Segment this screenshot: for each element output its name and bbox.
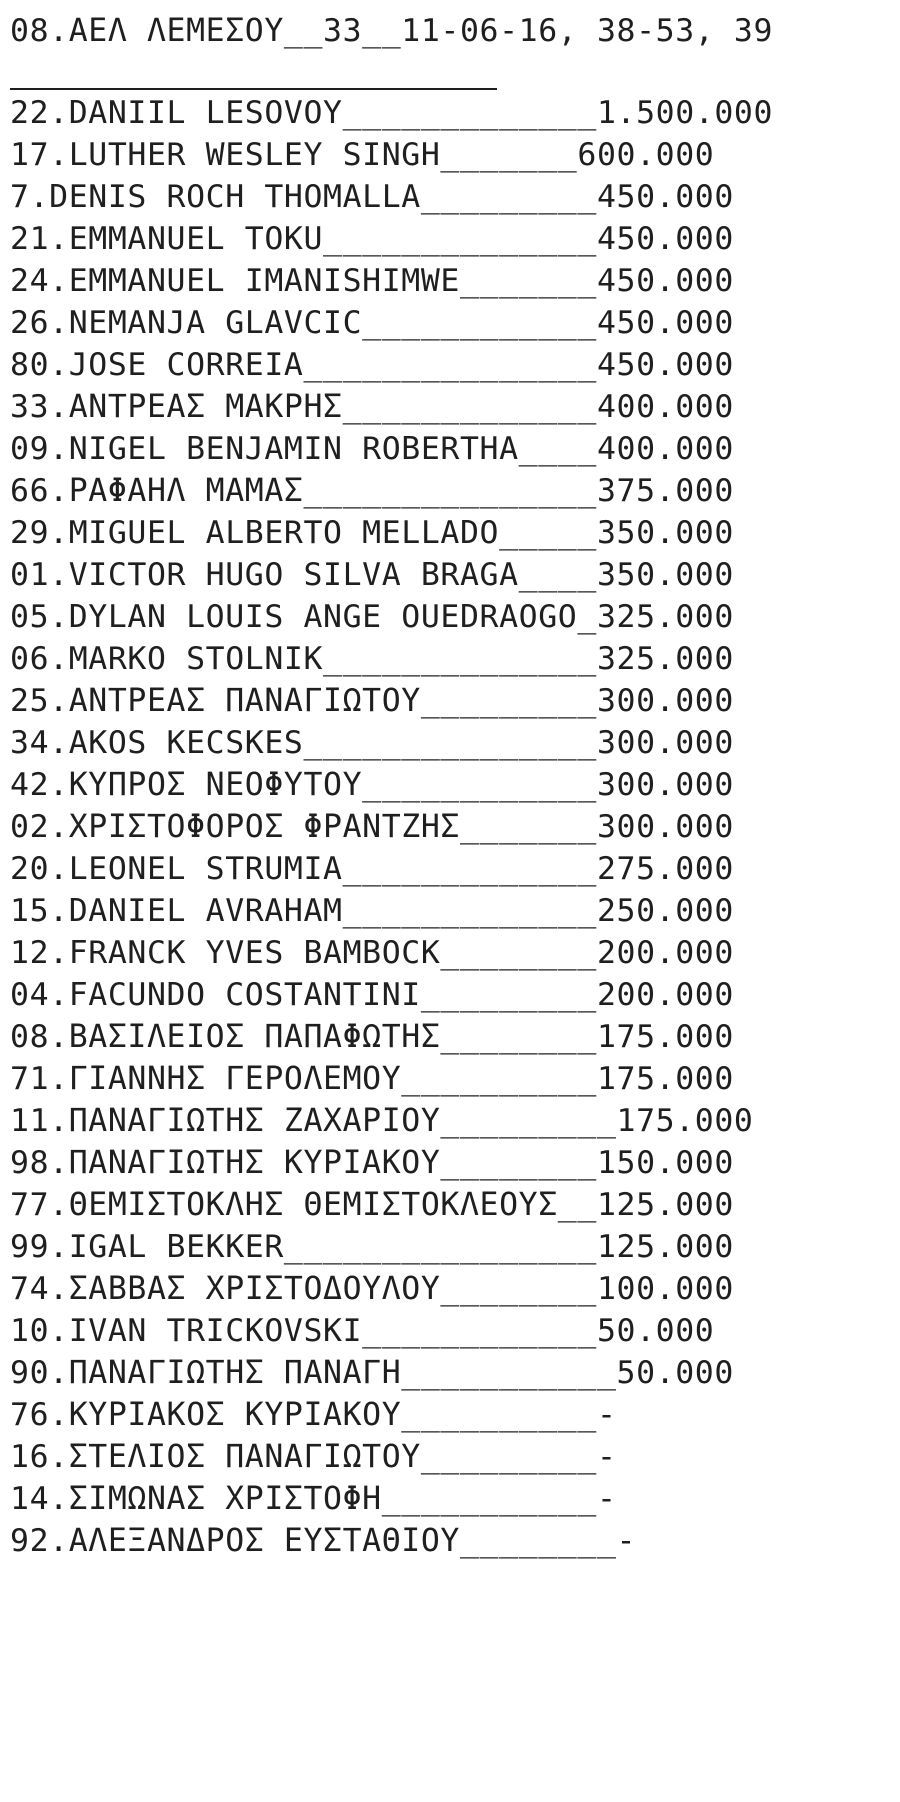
- roster-line: 33.ΑΝΤΡΕΑΣ ΜΑΚΡΗΣ_____________400.000: [10, 389, 734, 425]
- roster-line: 08.ΒΑΣΙΛΕΙΟΣ ΠΑΠΑΦΩΤΗΣ________175.000: [10, 1019, 734, 1055]
- roster-line: 92.ΑΛΕΞΑΝΔΡΟΣ ΕΥΣΤΑΘΙΟΥ________-: [10, 1523, 637, 1559]
- roster-line: 16.ΣΤΕΛΙΟΣ ΠΑΝΑΓΙΩΤΟΥ_________-: [10, 1439, 617, 1475]
- roster-line: 24.EMMANUEL IMANISHIMWE_______450.000: [10, 263, 734, 299]
- roster-line: 17.LUTHER WESLEY SINGH_______600.000: [10, 137, 715, 173]
- roster-line: 80.JOSE CORREIA_______________450.000: [10, 347, 734, 383]
- roster-line: 15.DANIEL AVRAHAM_____________250.000: [10, 893, 734, 929]
- roster-line: 20.LEONEL STRUMIA_____________275.000: [10, 851, 734, 887]
- roster-line: 09.NIGEL BENJAMIN ROBERTHA____400.000: [10, 431, 734, 467]
- roster-line: 06.MARKO STOLNIK______________325.000: [10, 641, 734, 677]
- roster-line: 14.ΣΙΜΩΝΑΣ ΧΡΙΣΤΟΦΗ___________-: [10, 1481, 617, 1517]
- team-header: 08.ΑΕΛ ΛΕΜΕΣΟΥ__33__11-06-16, 38-53, 39: [10, 13, 774, 49]
- roster-line: 99.IGAL BEKKER________________125.000: [10, 1229, 734, 1265]
- roster-line: 22.DANIIL LESOVOY_____________1.500.000: [10, 95, 774, 131]
- roster-line: 21.EMMANUEL TOKU______________450.000: [10, 221, 734, 257]
- roster-line: 25.ΑΝΤΡΕΑΣ ΠΑΝΑΓΙΩΤΟΥ_________300.000: [10, 683, 734, 719]
- roster-line: 90.ΠΑΝΑΓΙΩΤΗΣ ΠΑΝΑΓΗ___________50.000: [10, 1355, 734, 1391]
- roster-line: 42.ΚΥΠΡΟΣ ΝΕΟΦΥΤΟΥ____________300.000: [10, 767, 734, 803]
- roster-line: 02.ΧΡΙΣΤΟΦΟΡΟΣ ΦΡΑΝΤΖΗΣ_______300.000: [10, 809, 734, 845]
- roster-line: 10.IVAN TRICKOVSKI____________50.000: [10, 1313, 715, 1349]
- roster-line: 04.FACUNDO COSTANTINI_________200.000: [10, 977, 734, 1013]
- roster-line: 34.AKOS KECSKES_______________300.000: [10, 725, 734, 761]
- roster-line: 66.ΡΑΦΑΗΛ ΜΑΜΑΣ_______________375.000: [10, 473, 734, 509]
- roster-line: 7.DENIS ROCH THOMALLA_________450.000: [10, 179, 734, 215]
- roster-line: 76.ΚΥΡΙΑΚΟΣ ΚΥΡΙΑΚΟΥ__________-: [10, 1397, 617, 1433]
- header-separator: [10, 88, 497, 90]
- roster-line: 77.ΘΕΜΙΣΤΟΚΛΗΣ ΘΕΜΙΣΤΟΚΛΕΟΥΣ__125.000: [10, 1187, 734, 1223]
- roster-line: 98.ΠΑΝΑΓΙΩΤΗΣ ΚΥΡΙΑΚΟΥ________150.000: [10, 1145, 734, 1181]
- roster-line: 11.ΠΑΝΑΓΙΩΤΗΣ ΖΑΧΑΡΙΟΥ_________175.000: [10, 1103, 754, 1139]
- roster-line: 05.DYLAN LOUIS ANGE OUEDRAOGO_325.000: [10, 599, 734, 635]
- roster-line: 74.ΣΑΒΒΑΣ ΧΡΙΣΤΟΔΟΥΛΟΥ________100.000: [10, 1271, 734, 1307]
- roster-line: 71.ΓΙΑΝΝΗΣ ΓΕΡΟΛΕΜΟΥ__________175.000: [10, 1061, 734, 1097]
- roster-line: 26.NEMANJA GLAVCIC____________450.000: [10, 305, 734, 341]
- roster-line: 12.FRANCK YVES BAMBOCK________200.000: [10, 935, 734, 971]
- roster-line: 01.VICTOR HUGO SILVA BRAGA____350.000: [10, 557, 734, 593]
- roster-line: 29.MIGUEL ALBERTO MELLADO_____350.000: [10, 515, 734, 551]
